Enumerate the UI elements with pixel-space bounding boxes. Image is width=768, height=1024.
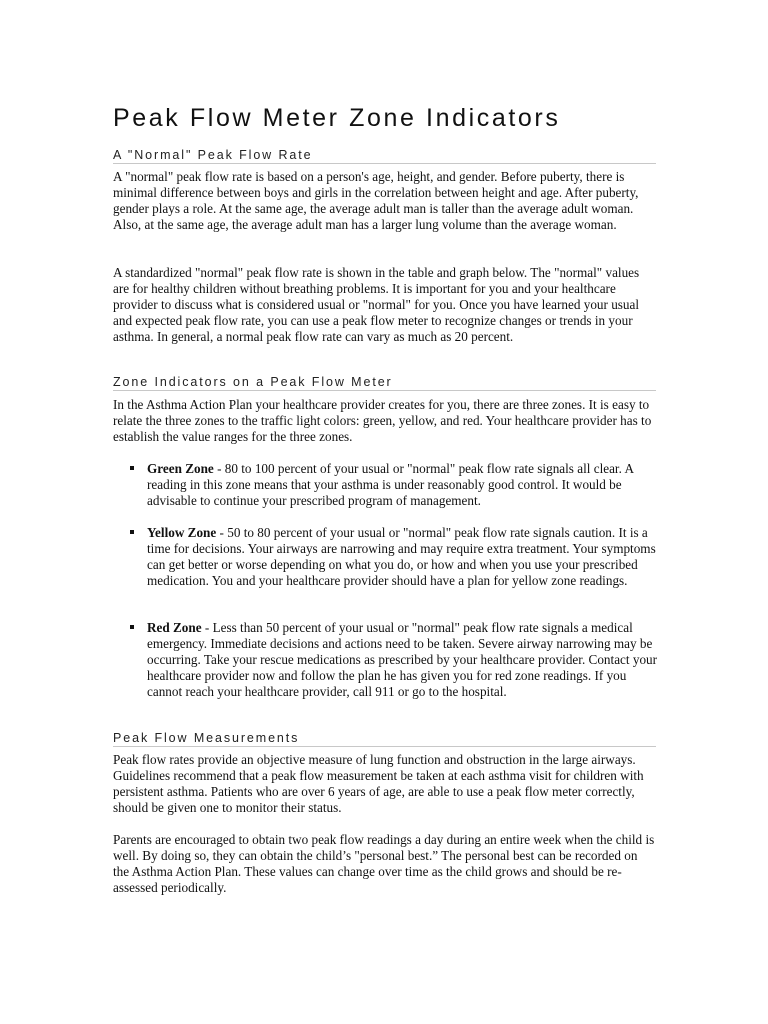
square-bullet-icon bbox=[130, 530, 134, 534]
square-bullet-icon bbox=[130, 466, 134, 470]
paragraph-normal-rate-2: A standardized "normal" peak flow rate is shown in the table and graph below. The "normal" values are for healthy children without breathing problems. It is important for you and your healthcare provider to discuss what is considered usual or "normal" for you. Once you have learned your usual and expected peak flow rate, you can use a peak flow meter to recognize changes or trends in your asthma. In general, a normal peak flow rate can vary as much as 20 percent. bbox=[113, 265, 640, 344]
yellow-zone-label: Yellow Zone bbox=[147, 525, 217, 540]
section-heading-normal-rate: A "Normal" Peak Flow Rate bbox=[113, 148, 656, 164]
section-heading-measurements: Peak Flow Measurements bbox=[113, 731, 656, 747]
red-zone-label: Red Zone bbox=[147, 620, 202, 635]
green-zone-label: Green Zone bbox=[147, 461, 214, 476]
paragraph-zone-intro: In the Asthma Action Plan your healthcare provider creates for you, there are three zones. It is easy to relate the three zones to the traffic light colors: green, yellow, and red. Your healthcare provider has to establish the value ranges for the three zones. bbox=[113, 397, 652, 444]
yellow-zone-text: - 50 to 80 percent of your usual or "normal" peak flow rate signals caution. It is a time for decisions. Your airways are narrowing and may require extra treatment. Your symptoms can get better or worse depending on what you do, or how and when you use your prescribed medication. You and your healthcare provider should have a plan for yellow zone readings. bbox=[147, 525, 656, 588]
paragraph-measurements-1: Peak flow rates provide an objective measure of lung function and obstruction in the large airways. Guidelines recommend that a peak flow measurement be taken at each asthma visit for children with persistent asthma. Patients who are over 6 years of age, are able to use a peak flow meter correctly, should be given one to monitor their status. bbox=[113, 752, 644, 815]
section-heading-zone-indicators: Zone Indicators on a Peak Flow Meter bbox=[113, 375, 656, 391]
square-bullet-icon bbox=[130, 625, 134, 629]
page-title: Peak Flow Meter Zone Indicators bbox=[113, 104, 561, 132]
paragraph-normal-rate-1: A "normal" peak flow rate is based on a person's age, height, and gender. Before puberty, there is minimal difference between boys and girls in the correlation between height and age. After puberty, gender plays a role. At the same age, the average adult man is taller than the average adult woman. Also, at the same age, the average adult man has a larger lung volume than the average woman. bbox=[113, 169, 639, 232]
red-zone-text: - Less than 50 percent of your usual or "normal" peak flow rate signals a medical emergency. Immediate decisions and actions need to be taken. Severe airway narrowing may be occurring. Take your rescue medications as prescribed by your healthcare provider. Contact your healthcare provider now and follow the plan he has given you for red zone readings. If you cannot reach your healthcare provider, call 911 or go to the hospital. bbox=[147, 620, 658, 699]
green-zone-text: - 80 to 100 percent of your usual or "normal" peak flow rate signals all clear. A reading in this zone means that your asthma is under reasonably good control. It would be advisable to continue your prescribed program of management. bbox=[147, 461, 634, 508]
paragraph-measurements-2: Parents are encouraged to obtain two peak flow readings a day during an entire week when the child is well. By doing so, they can obtain the child’s "personal best.” The personal best can be recorded on the Asthma Action Plan. These values can change over time as the child grows and should be re-assessed periodically. bbox=[113, 832, 655, 895]
